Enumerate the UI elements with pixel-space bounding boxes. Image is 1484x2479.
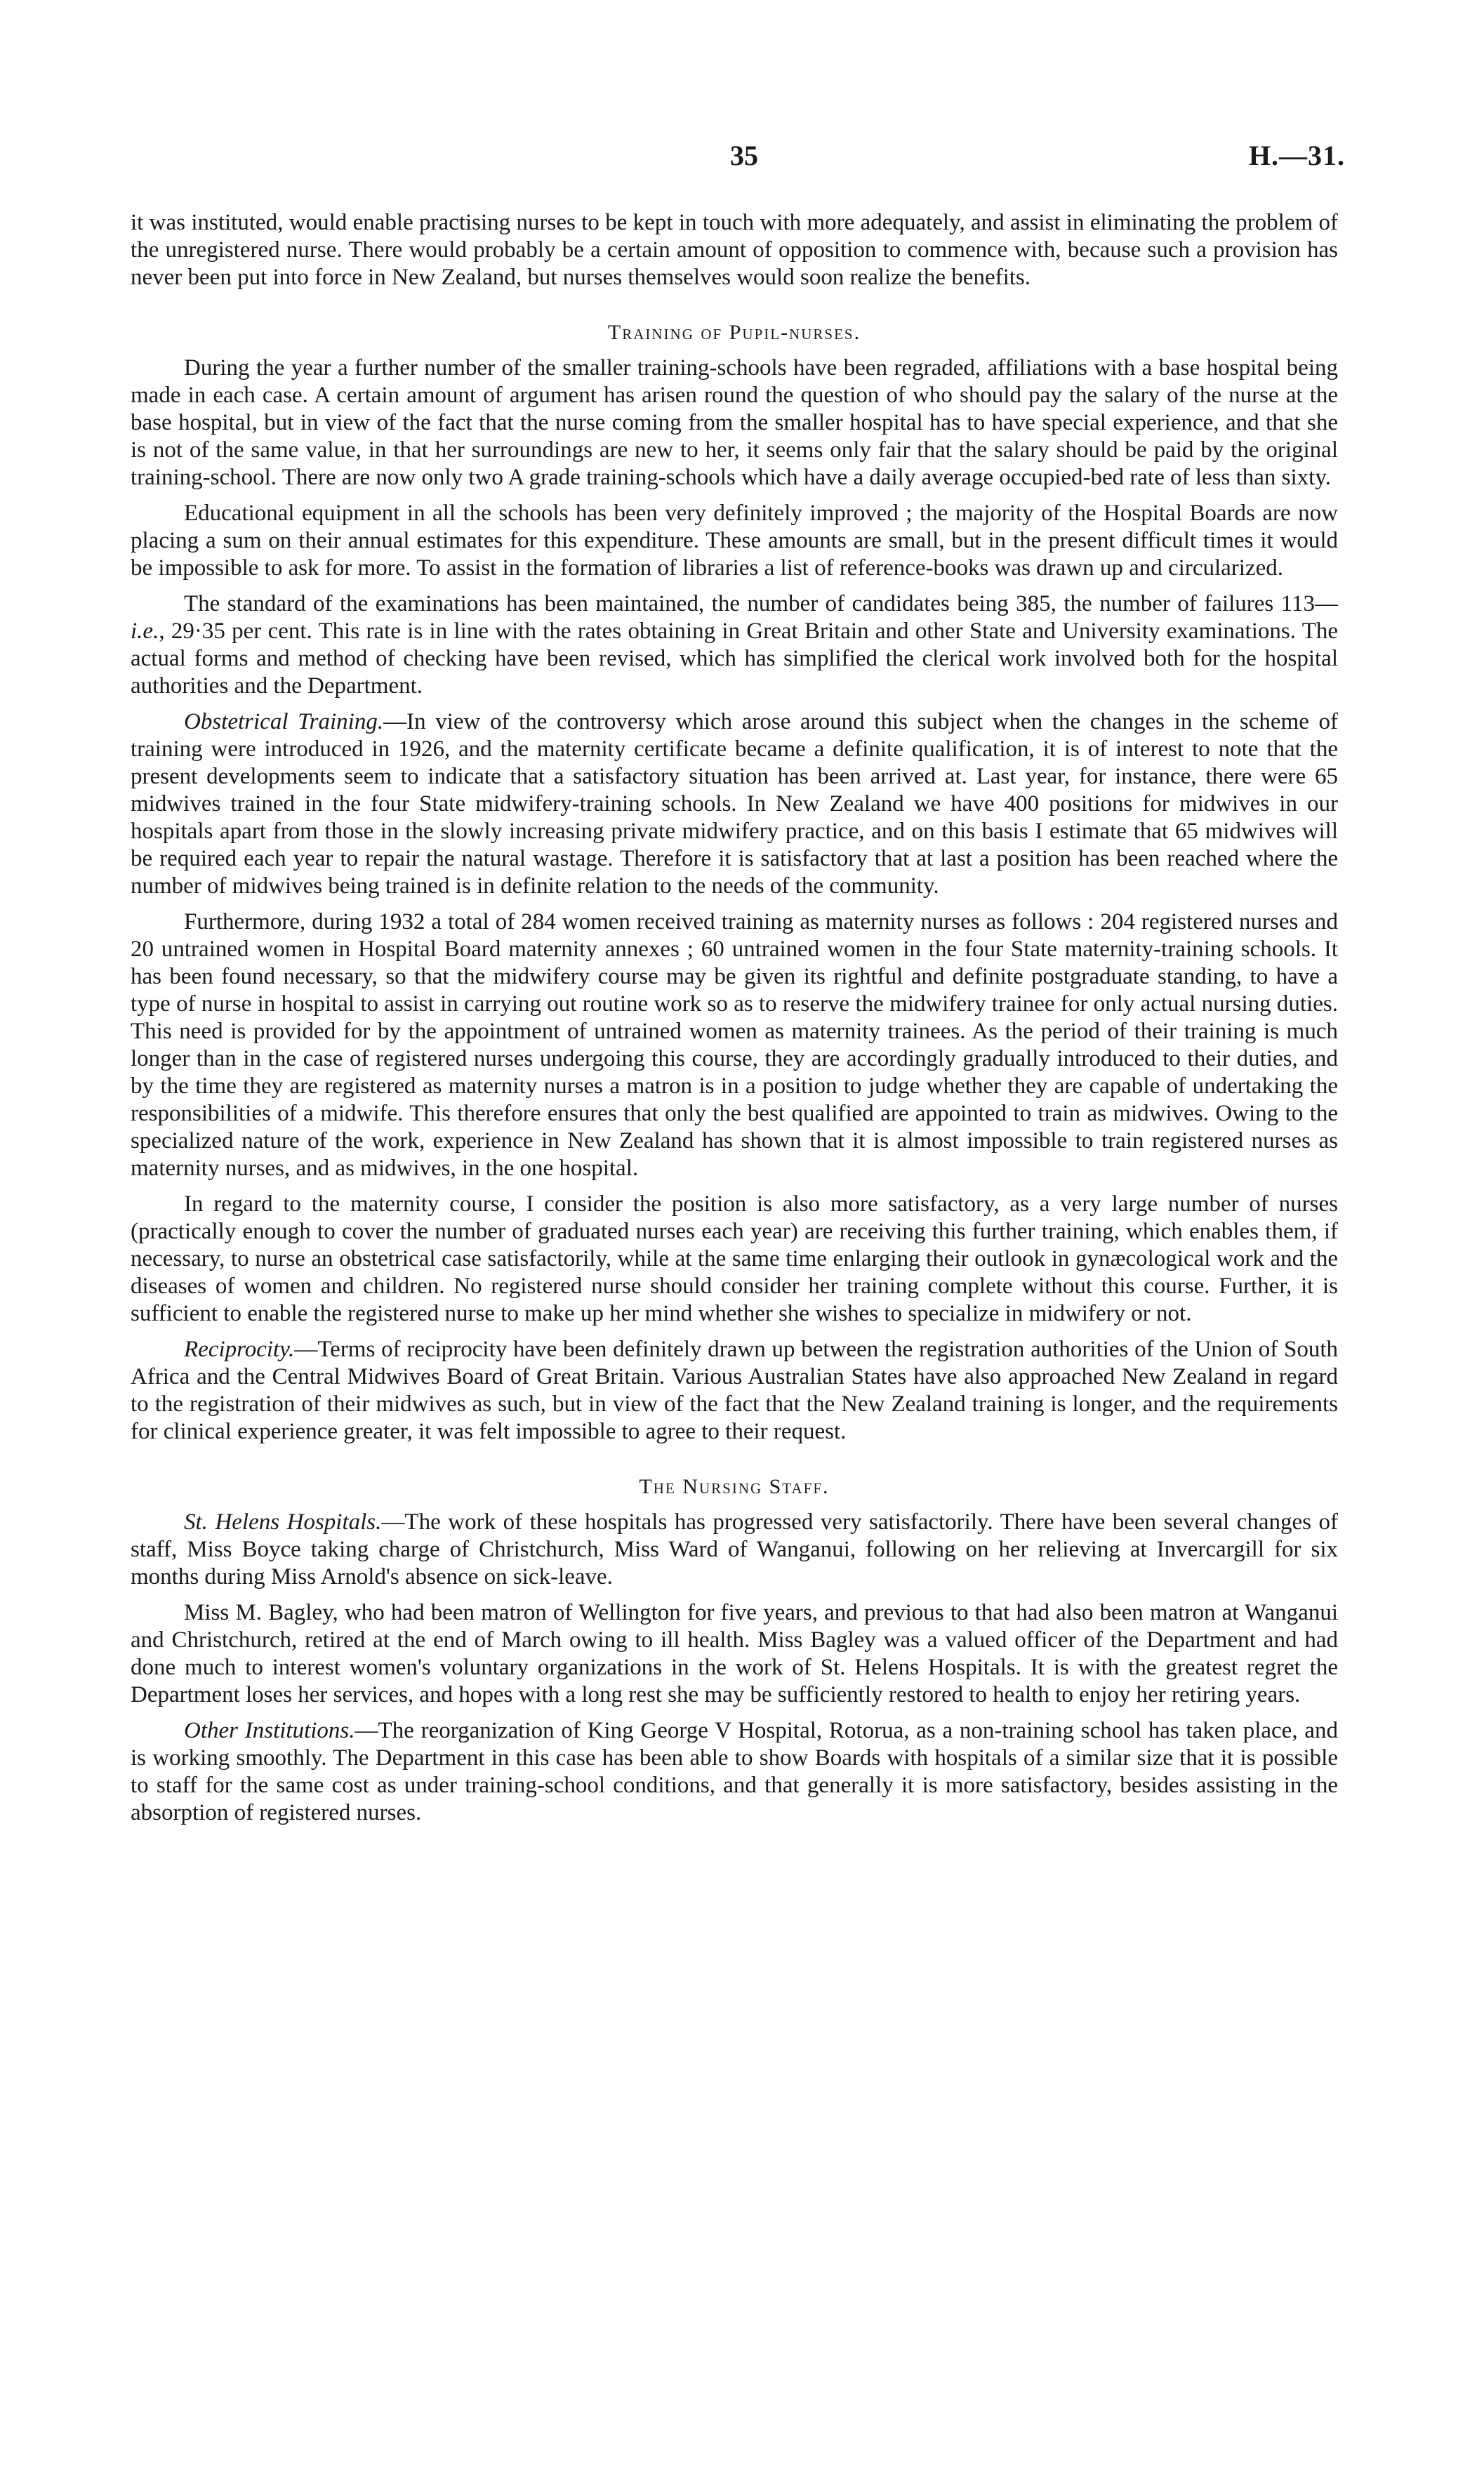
intro-paragraph: it was instituted, would enable practising nurses to be kept in touch with more adequately, and assist in eliminating the problem of the unregistered nurse. There would probably be a certain amount of opposition to commence with, because such a provision has never been put into force in New Zealand, but nurses themselves would soon realize the benefits. bbox=[131, 210, 1338, 290]
document-reference: H.—31. bbox=[1248, 140, 1345, 171]
ie-abbreviation: i.e. bbox=[131, 619, 159, 644]
training-paragraph-examinations bbox=[131, 590, 1338, 700]
page-header bbox=[0, 139, 1484, 174]
training-paragraph-equipment: Educational equipment in all the schools has been very definitely improved ; the majority of the Hospital Boards are now placing a sum on their annual estimates for this expenditure. These amounts are small, but in the present difficult times it would be impossible to ask for more. To assist in the formation of libraries a list of reference-books was drawn up and circularized. bbox=[131, 501, 1338, 581]
st-helens-text: —The work of these hospitals has progressed very satisfactorily. There have been several changes of staff, Miss Boyce taking charge of Christchurch, Miss Ward of Wanganui, following on her relieving at Invercargill for six months during Miss Arnold's absence on sick-leave. bbox=[131, 1509, 1338, 1589]
examinations-text-start: The standard of the examinations has been maintained, the number of candidates being 385, the number of failures 113— bbox=[184, 591, 1338, 616]
other-institutions-label: Other Institutions. bbox=[184, 1718, 355, 1743]
examinations-text-end: , 29·35 per cent. This rate is in line with the rates obtaining in Great Britain and other State and University examinations. The actual forms and method of checking have been revised, which has simplified the clerical work involved both for the hospital authorities and the Department. bbox=[131, 619, 1338, 699]
obstetrical-training-text: —In view of the controversy which arose around this subject when the changes in the scheme of training were introduced in 1926, and the maternity certificate became a definite qualification, it is of interest to note that the present developments seem to indicate that a satisfactory situation has been arrived at. Last year, for instance, there were 65 midwives trained in the four State midwifery-training schools. In New Zealand we have 400 positions for midwives in our hospitals apart from those in the slowly increasing private midwifery practice, and on this basis I estimate that 65 midwives will be required each year to repair the natural wastage. Therefore it is satisfactory that at last a position has been reached where the number of midwives being trained is in definite relation to the needs of the community. bbox=[131, 709, 1338, 899]
reciprocity-text: —Terms of reciprocity have been definitely drawn up between the registration authorities of the Union of South Africa and the Central Midwives Board of Great Britain. Various Australian States have also approached New Zealand in regard to the registration of their midwives as such, but in view of the fact that the New Zealand training is longer, and the requirements for clinical experience greater, it was felt impossible to agree to their request. bbox=[131, 1337, 1338, 1444]
page-number: 35 bbox=[730, 140, 758, 171]
reciprocity-label: Reciprocity. bbox=[184, 1337, 295, 1362]
section-heading-nursing-staff: The Nursing Staff. bbox=[639, 1475, 830, 1498]
st-helens-label: St. Helens Hospitals. bbox=[184, 1509, 382, 1535]
training-paragraph-regrading: During the year a further number of the smaller training-schools have been regraded, affiliations with a base hospital being made in each case. A certain amount of argument has arisen round the question of who should pay the salary of the nurse at the base hospital, but in view of the fact that the nurse coming from the smaller hospital has to have special experience, and that she is not of the same value, in that her surroundings are new to her, it seems only fair that the salary should be paid by the original training-school. There are now only two A grade training-schools which have a daily average occupied-bed rate of less than sixty. bbox=[131, 355, 1338, 490]
page-body bbox=[131, 209, 1338, 1835]
reciprocity-paragraph bbox=[131, 1336, 1338, 1446]
training-paragraph-maternity-nurses: Furthermore, during 1932 a total of 284 women received training as maternity nurses as follows : 204 registered nurses and 20 untrained women in Hospital Board maternity annexes ; 60 untrained women in the four State maternity-training schools. It has been found necessary, so that the midwifery course may be given its rightful and definite postgraduate standing, to have a type of nurse in hospital to assist in carrying out routine work so as to reserve the midwifery trainee for only actual nursing duties. This need is provided for by the appointment of untrained women as maternity trainees. As the period of their training is much longer than in the case of registered nurses undergoing this course, they are accordingly gradually introduced to their duties, and by the time they are registered as maternity nurses a matron is in a position to judge whether they are capable of undertaking the responsibilities of a midwife. This therefore ensures that only the best qualified are appointed to train as midwives. Owing to the specialized nature of the work, experience in New Zealand has shown that it is almost impossible to train registered nurses as maternity nurses, and as midwives, in the one hospital. bbox=[131, 909, 1338, 1181]
obstetrical-training-paragraph bbox=[131, 708, 1338, 900]
other-institutions-paragraph bbox=[131, 1717, 1338, 1827]
st-helens-paragraph bbox=[131, 1509, 1338, 1591]
other-institutions-text: —The reorganization of King George V Hospital, Rotorua, as a non-training school has taken place, and is working smoothly. The Department in this case has been able to show Boards with hospitals of a similar size that it is possible to staff for the same cost as under training-school conditions, and that generally it is more satisfactory, besides assisting in the absorption of registered nurses. bbox=[131, 1718, 1338, 1825]
obstetrical-training-label: Obstetrical Training. bbox=[184, 709, 384, 734]
bagley-paragraph: Miss M. Bagley, who had been matron of Wellington for five years, and previous to that had also been matron at Wanganui and Christchurch, retired at the end of March owing to ill health. Miss Bagley was a valued officer of the Department and had done much to interest women's voluntary organizations in the work of St. Helens Hospitals. It is with the greatest regret the Department loses her services, and hopes with a long rest she may be sufficiently restored to health to enjoy her retiring years. bbox=[131, 1600, 1338, 1707]
section-heading-training: Training of Pupil-nurses. bbox=[607, 321, 861, 344]
training-paragraph-maternity-course: In regard to the maternity course, I consider the position is also more satisfactory, as a very large number of nurses (practically enough to cover the number of graduated nurses each year) are receiving this further training, which enables them, if necessary, to nurse an obstetrical case satisfactorily, while at the same time enlarging their outlook in gynæcological work and the diseases of women and children. No registered nurse should consider her training complete without this course. Further, it is sufficient to enable the registered nurse to make up her mind whether she wishes to specialize in midwifery or not. bbox=[131, 1191, 1338, 1326]
